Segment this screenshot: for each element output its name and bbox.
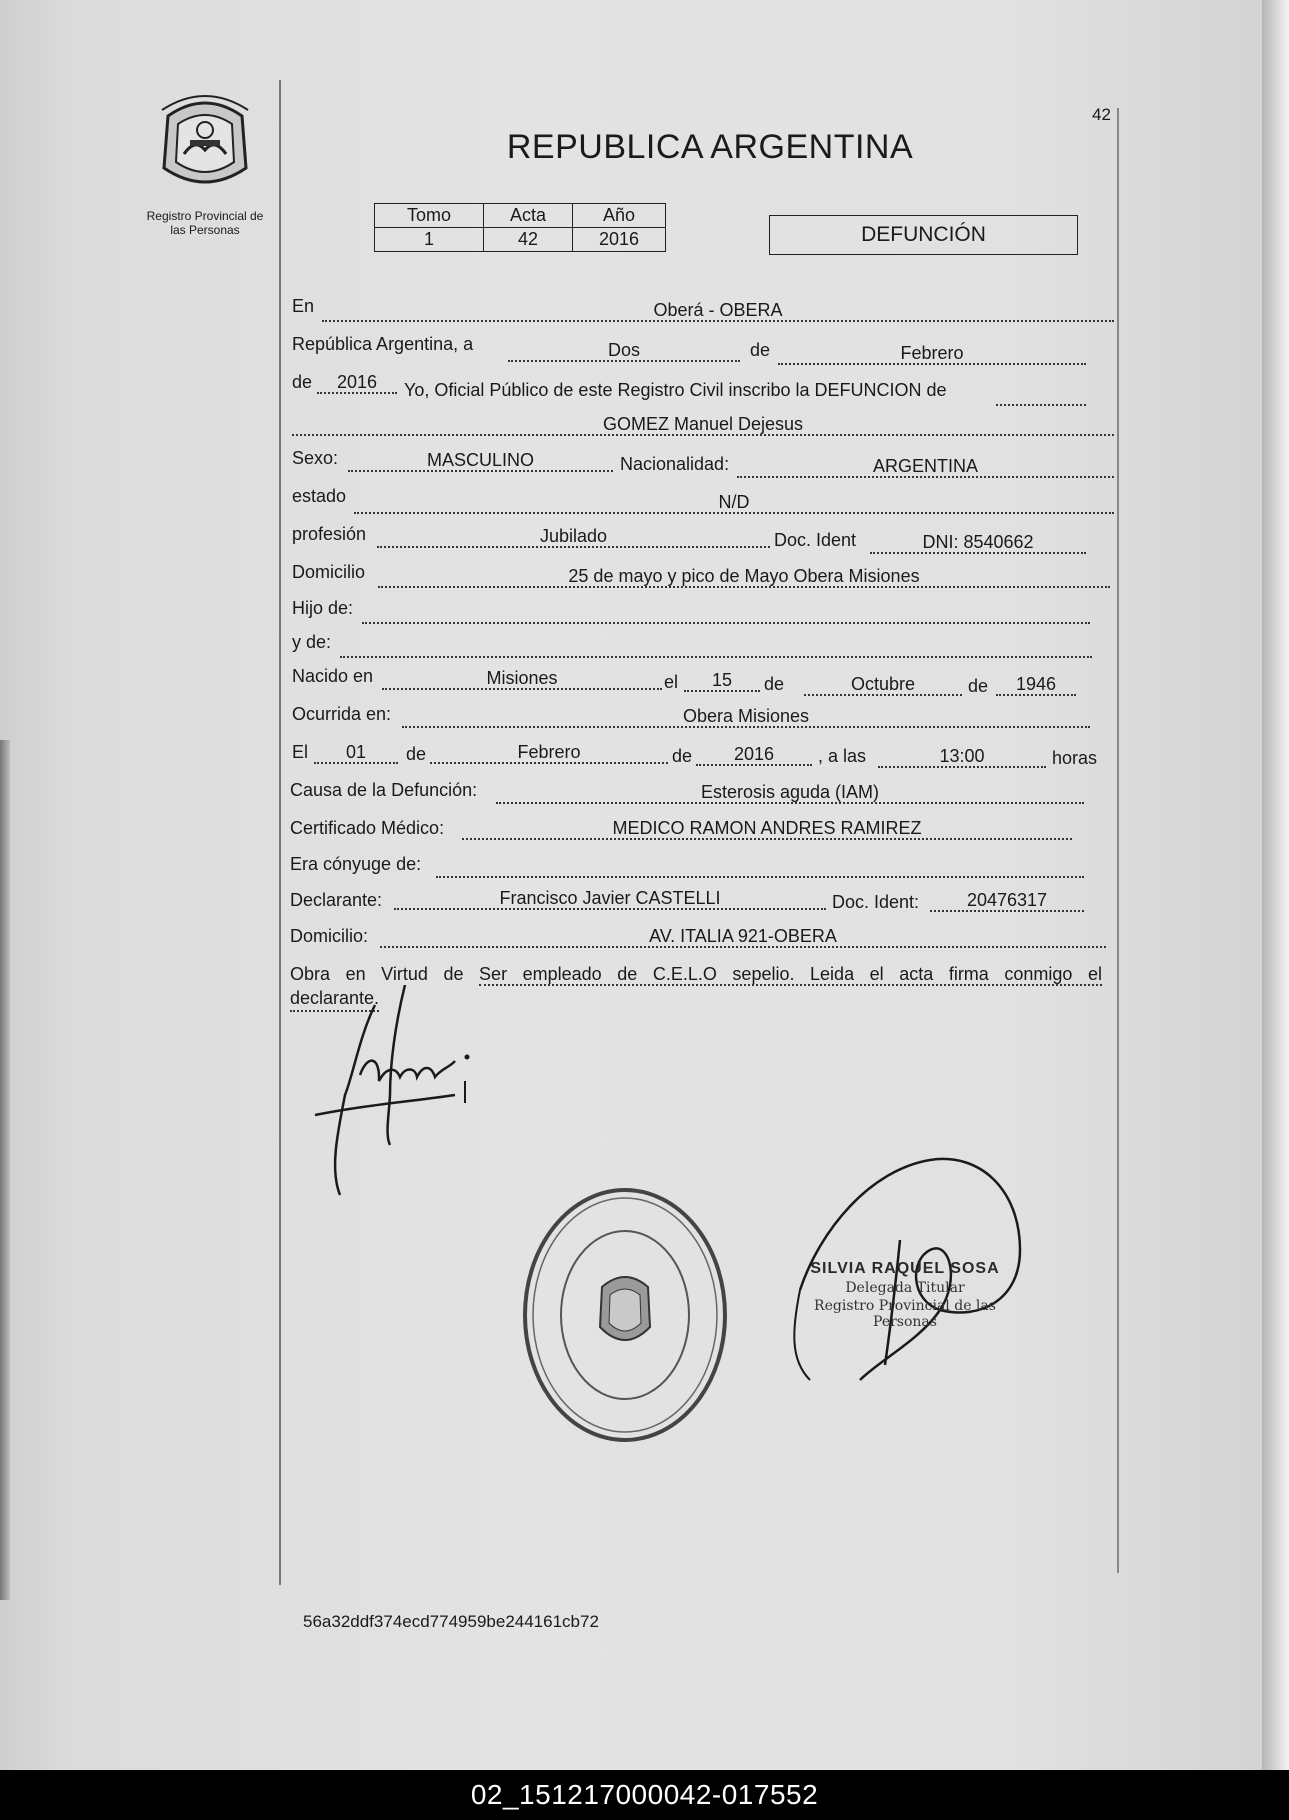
official-stamp <box>790 1260 1020 1330</box>
province-seal-logo <box>150 88 260 198</box>
de-label-3: de <box>764 674 785 694</box>
obra-en-virtud <box>290 962 1102 986</box>
en-label: En <box>292 296 315 316</box>
inscribo-text: Yo, Oficial Público de este Registro Civil inscribo la DEFUNCION de <box>404 380 947 400</box>
ocurrida-label: Ocurrida en: <box>292 704 392 724</box>
document-hash: 56a32ddf374ecd774959be244161cb72 <box>303 1612 599 1631</box>
nacionalidad-label: Nacionalidad: <box>620 454 730 474</box>
right-margin-line <box>1117 108 1119 1573</box>
nac-mes-value: Octubre <box>804 674 962 696</box>
ocurrida-value: Obera Misiones <box>402 706 1090 728</box>
def-mes-value: Febrero <box>430 742 668 764</box>
sexo-label: Sexo: <box>292 448 339 468</box>
conyuge-label: Era cónyuge de: <box>290 854 422 874</box>
nac-anio-value: 1946 <box>996 674 1076 696</box>
logo-caption: Registro Provincial de las Personas <box>146 209 264 237</box>
profesion-value: Jubilado <box>377 526 770 548</box>
obra-value-2: declarante. <box>290 986 379 1012</box>
sexo-value: MASCULINO <box>348 450 613 472</box>
de-label: de <box>750 340 771 360</box>
nac-dia-value: 15 <box>684 670 760 692</box>
footer-code-bar: 02_151217000042-017552 <box>0 1770 1289 1820</box>
de-label-4: de <box>968 676 989 696</box>
certificado-value: MEDICO RAMON ANDRES RAMIREZ <box>462 818 1072 840</box>
anio-value: 2016 <box>573 228 666 252</box>
republica-label: República Argentina, a <box>292 334 474 354</box>
registry-header-row <box>375 204 666 228</box>
nacionalidad-value: ARGENTINA <box>737 456 1114 478</box>
def-hora-value: 13:00 <box>878 746 1046 768</box>
el-label-2: El <box>292 742 309 762</box>
el-label: el <box>664 672 679 692</box>
nombre-value: GOMEZ Manuel Dejesus <box>292 414 1114 436</box>
obra-value: Ser empleado de C.E.L.O sepelio. Leida el acta firma conmigo el <box>479 964 1102 984</box>
causa-value: Esterosis aguda (IAM) <box>496 782 1084 804</box>
registry-seal <box>520 1185 730 1445</box>
tomo-header: Tomo <box>375 204 484 228</box>
en-value: Oberá - OBERA <box>322 300 1114 322</box>
def-dia-value: 01 <box>314 742 398 764</box>
declarante-label: Declarante: <box>290 890 383 910</box>
doc-ident-value: DNI: 8540662 <box>870 532 1086 554</box>
a-las-label: , a las <box>818 746 867 766</box>
certificado-label: Certificado Médico: <box>290 818 445 838</box>
registry-table <box>374 203 666 252</box>
y-de-value <box>340 636 1092 658</box>
left-margin-line <box>279 80 281 1585</box>
document-title: REPUBLICA ARGENTINA <box>506 128 914 166</box>
doc-ident-label: Doc. Ident <box>774 530 857 550</box>
estado-value: N/D <box>354 492 1114 514</box>
conyuge-value <box>436 856 1084 878</box>
hijo-value <box>362 602 1090 624</box>
nacido-label: Nacido en <box>292 666 374 686</box>
def-anio-value: 2016 <box>696 744 812 766</box>
doc-ident-2-value: 20476317 <box>930 890 1084 912</box>
declarante-signature <box>305 985 555 1215</box>
y-de-label: y de: <box>292 632 332 652</box>
binding-shadow <box>0 740 10 1600</box>
obra-label: Obra en Virtud de <box>290 964 464 984</box>
domicilio-value: 25 de mayo y pico de Mayo Obera Misiones <box>378 566 1110 588</box>
nacido-value: Misiones <box>382 668 662 690</box>
anio-value: 2016 <box>317 372 397 394</box>
acta-value: 42 <box>484 228 573 252</box>
anio-header: Año <box>573 204 666 228</box>
domicilio-2-label: Domicilio: <box>290 926 369 946</box>
domicilio-label: Domicilio <box>292 562 366 582</box>
horas-label: horas <box>1052 748 1098 768</box>
causa-label: Causa de la Defunción: <box>290 780 478 800</box>
page-number: 42 <box>1092 105 1111 124</box>
page-edge <box>1262 0 1289 1770</box>
document-type-box: DEFUNCIÓN <box>769 215 1078 255</box>
de-label-5: de <box>406 744 427 764</box>
registry-value-row <box>375 228 666 252</box>
declarante-value: Francisco Javier CASTELLI <box>394 888 826 910</box>
de-label-2: de <box>292 372 313 392</box>
domicilio-2-value: AV. ITALIA 921-OBERA <box>380 926 1106 948</box>
mes-value: Febrero <box>778 343 1086 365</box>
de-label-6: de <box>672 746 693 766</box>
official-role: Delegada Titular <box>845 1280 965 1296</box>
hijo-label: Hijo de: <box>292 598 354 618</box>
inscribo-fill <box>996 384 1086 406</box>
estado-label: estado <box>292 486 347 506</box>
doc-ident-2-label: Doc. Ident: <box>832 892 920 912</box>
acta-header: Acta <box>484 204 573 228</box>
official-office: Registro Provincial de las Personas <box>814 1298 996 1330</box>
profesion-label: profesión <box>292 524 367 544</box>
dia-value: Dos <box>508 340 740 362</box>
official-name: SILVIA RAQUEL SOSA <box>810 1260 1000 1277</box>
tomo-value: 1 <box>375 228 484 252</box>
